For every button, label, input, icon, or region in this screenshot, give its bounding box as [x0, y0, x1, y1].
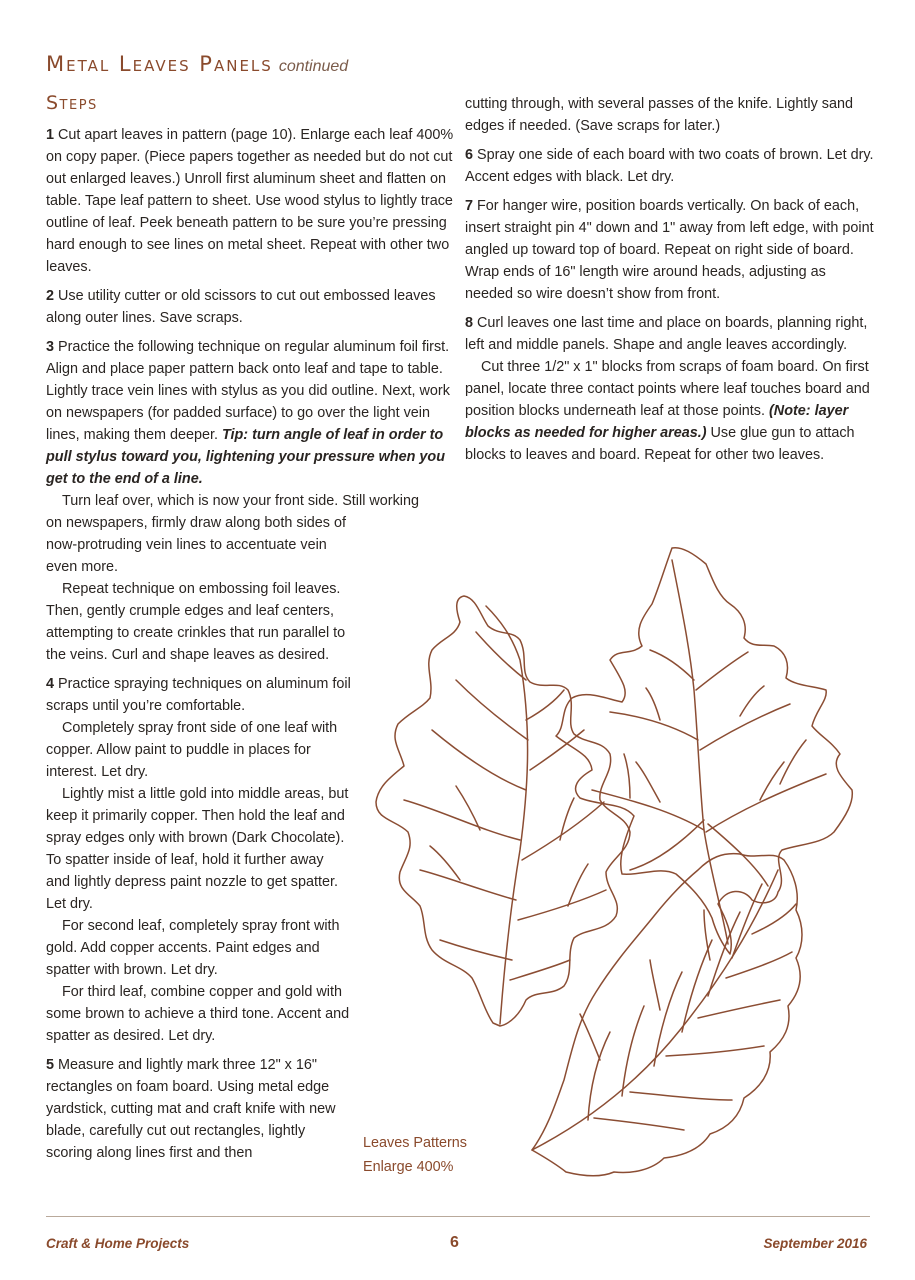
step-number: 3	[46, 339, 55, 355]
step-number: 8	[465, 315, 474, 331]
step-3-paragraph-2b: on newspapers, firmly draw along both sides of now-protruding vein lines to accentuate vein even more.	[46, 515, 346, 575]
step-8-paragraph-2	[465, 356, 875, 466]
step-8	[465, 312, 875, 356]
tip-text: Tip: turn angle of leaf in order to pull stylus toward you, lightening your pressure when you get to the end of a line.	[46, 427, 445, 487]
step-4-paragraph-2: Completely spray front side of one leaf with copper. Allow paint to puddle in places for interest. Let dry.	[46, 720, 338, 780]
caption-line-1: Leaves Patterns	[363, 1135, 467, 1151]
step-4-paragraph-4: For second leaf, completely spray front with gold. Add copper accents. Paint edges and spatter with brown. Let dry.	[46, 918, 340, 978]
step-text: For hanger wire, position boards vertically. On back of each, insert straight pin 4" down and 1" away from left edge, with point angled up toward top of board. Repeat on right side of board. Wrap ends of 16" length wire around heads, adjusting as needed so wire doesn’t show from front.	[465, 198, 874, 302]
steps-heading: Steps	[46, 92, 98, 114]
step-8-text-end: Use glue gun to attach blocks to leaves and board. Repeat for other two leaves.	[465, 425, 855, 463]
leaves-pattern-illustration	[360, 540, 880, 1190]
right-column	[465, 93, 875, 466]
step-text: Practice the following technique on regular aluminum foil first. Align and place paper pattern back onto leaf and tape to table. Lightly trace vein lines with stylus as you did outline. Next, work on newspapers (for padded surface) to go over the light vein lines, making them deeper.	[46, 339, 450, 443]
caption-line-2: Enlarge 400%	[363, 1159, 454, 1175]
step-4-paragraph-5: For third leaf, combine copper and gold with some brown to achieve a third tone. Accent and spatter as desired. Let dry.	[46, 984, 350, 1044]
step-3-paragraph-3: Repeat technique on embossing foil leaves. Then, gently crumple edges and leaf centers, attempting to create crinkles that run parallel to the veins. Curl and shape leaves as desired.	[46, 581, 346, 663]
step-text: Use utility cutter or old scissors to cut out embossed leaves along outer lines. Save scraps.	[46, 288, 436, 326]
step-7	[465, 195, 875, 305]
step-text: Practice spraying techniques on aluminum foil scraps until you’re comfortable.	[46, 676, 351, 714]
step-text: Cut apart leaves in pattern (page 10). Enlarge each leaf 400% on copy paper. (Piece papers together as needed but do not cut out enlarged leaves.) Unroll first aluminum sheet and flatten on table. Tape leaf pattern to sheet. Use wood stylus to lightly trace outline of leaf. Peek beneath pattern to be sure you’re pressing hard enough to see lines on metal sheet. Repeat with other two leaves.	[46, 127, 454, 275]
step-4	[46, 673, 351, 717]
step-number: 7	[465, 198, 474, 214]
footer-publication: Craft & Home Projects	[46, 1236, 190, 1251]
long-leaf-outline	[532, 854, 802, 1176]
step-5-continued: cutting through, with several passes of the knife. Lightly sand edges if needed. (Save scraps for later.)	[465, 96, 853, 134]
page-number: 6	[450, 1234, 459, 1251]
step-2	[46, 285, 454, 329]
step-number: 2	[46, 288, 55, 304]
step-text: Curl leaves one last time and place on boards, planning right, left and middle panels. Shape and angle leaves accordingly.	[465, 315, 868, 353]
step-8-text: Cut three 1/2" x 1" blocks from scraps of foam board. On first panel, locate three contact points where leaf touches board and position blocks underneath leaf at those points.	[465, 359, 870, 419]
note-text: (Note: layer blocks as needed for higher areas.)	[465, 403, 849, 441]
page-header	[46, 52, 348, 76]
step-text: Spray one side of each board with two coats of brown. Let dry. Accent edges with black. Let dry.	[465, 147, 874, 185]
step-4-paragraph-3: Lightly mist a little gold into middle areas, but keep it primarily copper. Then hold the leaf and spray edges only with brown (Dark Chocolate). To spatter inside of leaf, hold it further away and lightly depress paint nozzle to get spatter. Let dry.	[46, 786, 349, 912]
oak-leaf-outline	[376, 596, 630, 1026]
step-6	[465, 144, 875, 188]
footer-divider	[46, 1216, 870, 1217]
step-text: Measure and lightly mark three 12" x 16" rectangles on foam board. Using metal edge yardstick, cutting mat and craft knife with new blade, carefully cut out rectangles, lightly scoring along lines first and then	[46, 1057, 336, 1161]
step-number: 5	[46, 1057, 55, 1073]
step-3-paragraph-2a: Turn leaf over, which is now your front side. Still working	[62, 493, 419, 509]
step-1	[46, 124, 454, 278]
step-5	[46, 1054, 351, 1164]
page-title: Metal Leaves Panels	[46, 52, 273, 76]
step-number: 1	[46, 127, 55, 143]
continued-label: continued	[278, 58, 349, 75]
step-3	[46, 336, 454, 490]
footer-date: September 2016	[763, 1236, 867, 1251]
step-number: 4	[46, 676, 55, 692]
step-number: 6	[465, 147, 474, 163]
figure-caption	[363, 1131, 467, 1179]
